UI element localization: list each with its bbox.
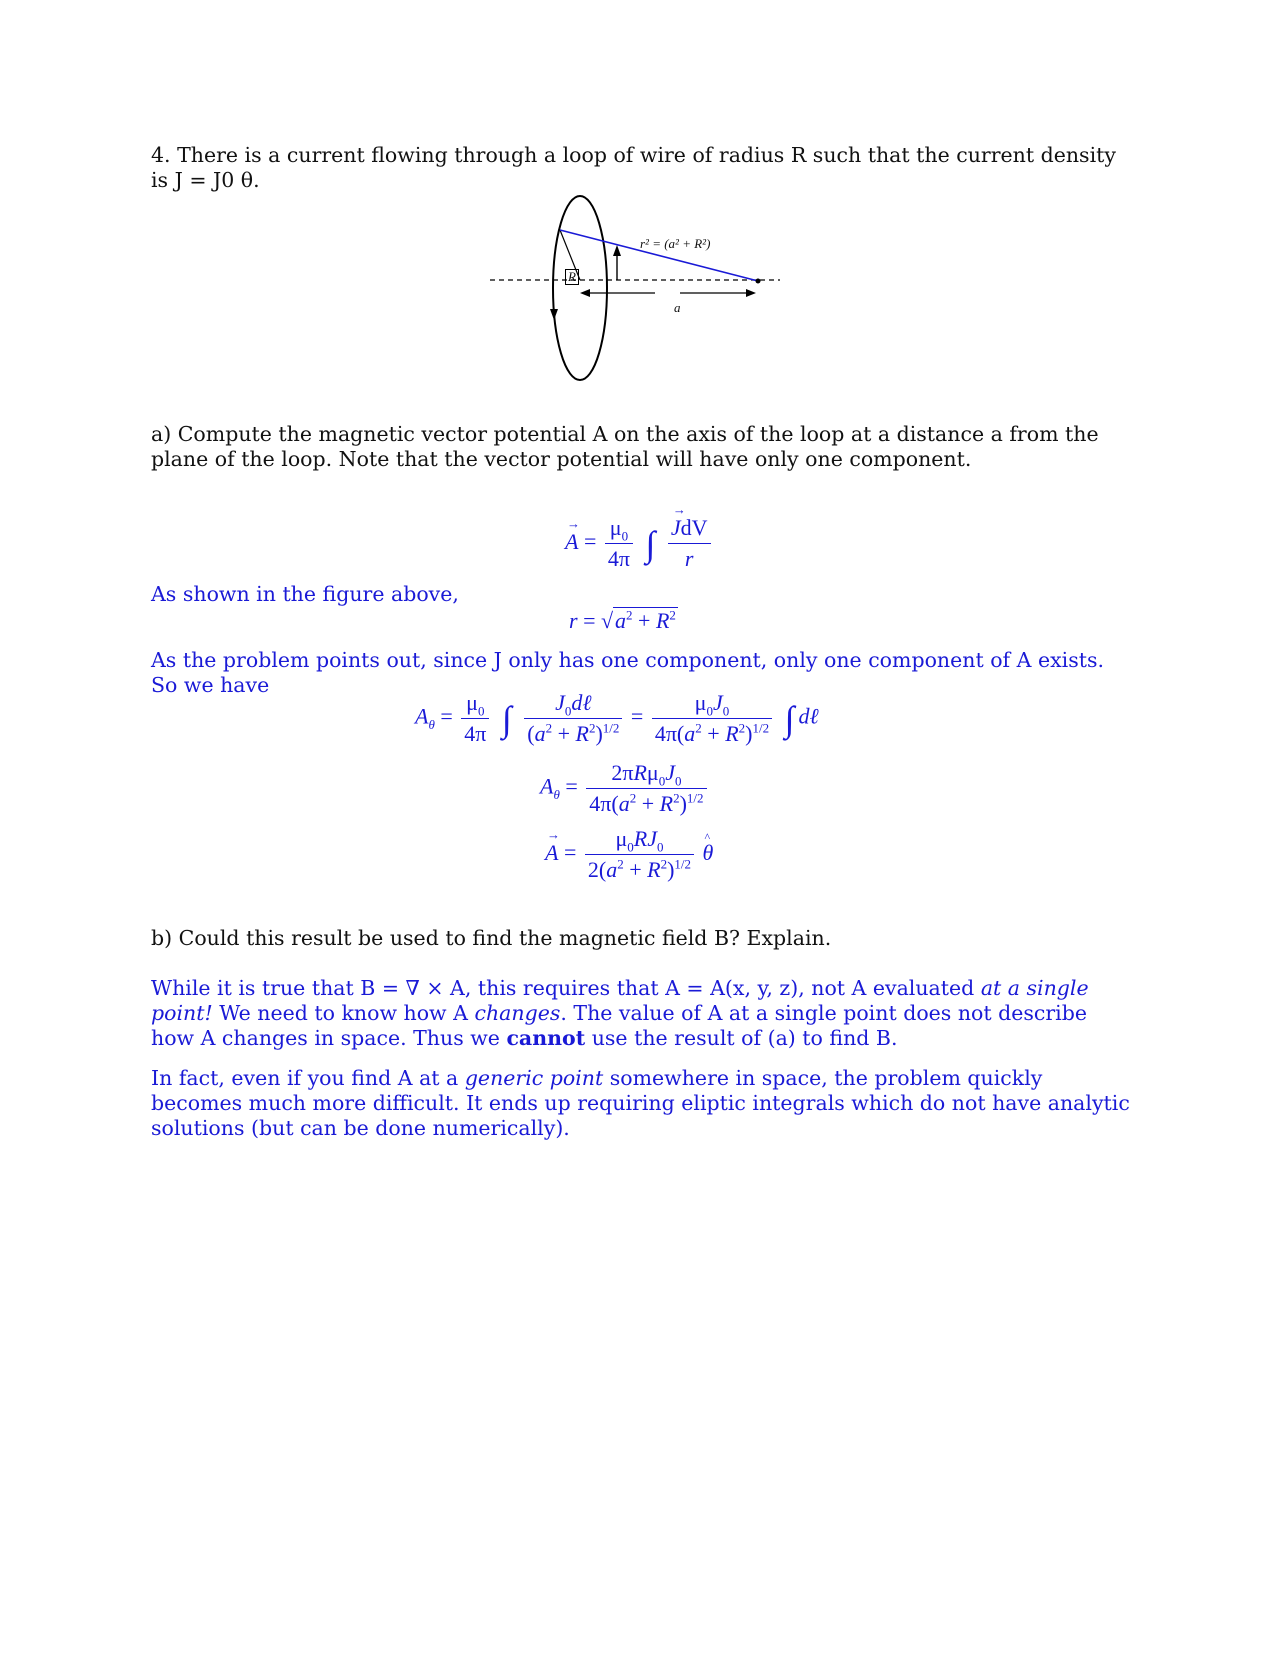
part-b-question: b) Could this result be used to find the magnetic field B? Explain. bbox=[151, 926, 832, 950]
eq-a-theta-integral: $A_\theta$ = $\frac{\mu_0}{4\pi}$ ∫ $\frac{J_0d\ell}{(a^2 + R^2)^{1/2}}$ = $\frac{\mu_0J_0}{4\pi(a^2 + R^2)^{1/2}}$ ∫ dℓ bbox=[415, 690, 819, 746]
eq-r: $r = √a^2 + R^2$ bbox=[569, 607, 676, 633]
solution-text-2: As the problem points out, since J only has one component, only one component of A exists. So we have bbox=[151, 648, 1105, 697]
problem-text: There is a current flowing through a loop of wire of radius R such that the current density is J = J0 θ. bbox=[151, 143, 1116, 192]
a-arrow-left bbox=[580, 289, 590, 297]
eq-a-theta-result: $A_\theta$ = $\frac{2\pi R\mu_0J_0}{4\pi(a^2 + R^2)^{1/2}}$ bbox=[540, 760, 710, 817]
field-point bbox=[756, 279, 761, 284]
eq-a-final: → A = $\frac{\mu_0RJ_0}{2(a^2 + R^2)^{1/2}}$ ^ θ bbox=[545, 826, 713, 883]
figure-label-R: R bbox=[565, 269, 579, 285]
figure-label-r: r² = (a² + R²) bbox=[640, 236, 711, 251]
current-arrow-down bbox=[550, 309, 558, 320]
part-a-question: a) Compute the magnetic vector potential A on the axis of the loop at a distance a from the plane of the loop. Note that the vector potential will have only one component. bbox=[151, 422, 1099, 471]
a-arrow-right bbox=[746, 289, 756, 297]
solution-text-1: As shown in the figure above, bbox=[151, 582, 459, 606]
current-arrow-up bbox=[613, 245, 621, 256]
problem-number: 4. bbox=[151, 143, 171, 167]
eq-vector-potential: → A = $\frac{\mu_0}{4\pi}$ ∫ → $\frac{\text{JdV}}{r}$ bbox=[565, 515, 714, 572]
figure-label-a: a bbox=[674, 300, 681, 315]
solution-b-paragraph-2: In fact, even if you find A at a generic point somewhere in space, the problem quickly becomes much more difficult. It ends up requiring eliptic integrals which do not have analytic solutions (but can be done numerically). bbox=[151, 1066, 1130, 1140]
loop-figure bbox=[480, 190, 800, 400]
solution-b-paragraph-1: While it is true that B = ∇ × A, this requires that A = A(x, y, z), not A evaluated at a single point! We need to know how A changes. The value of A at a single point does not describe how A changes in space. Thus we cannot use the result of (a) to find B. bbox=[151, 976, 1089, 1050]
wire-loop bbox=[553, 196, 607, 380]
problem-statement bbox=[151, 143, 1131, 193]
